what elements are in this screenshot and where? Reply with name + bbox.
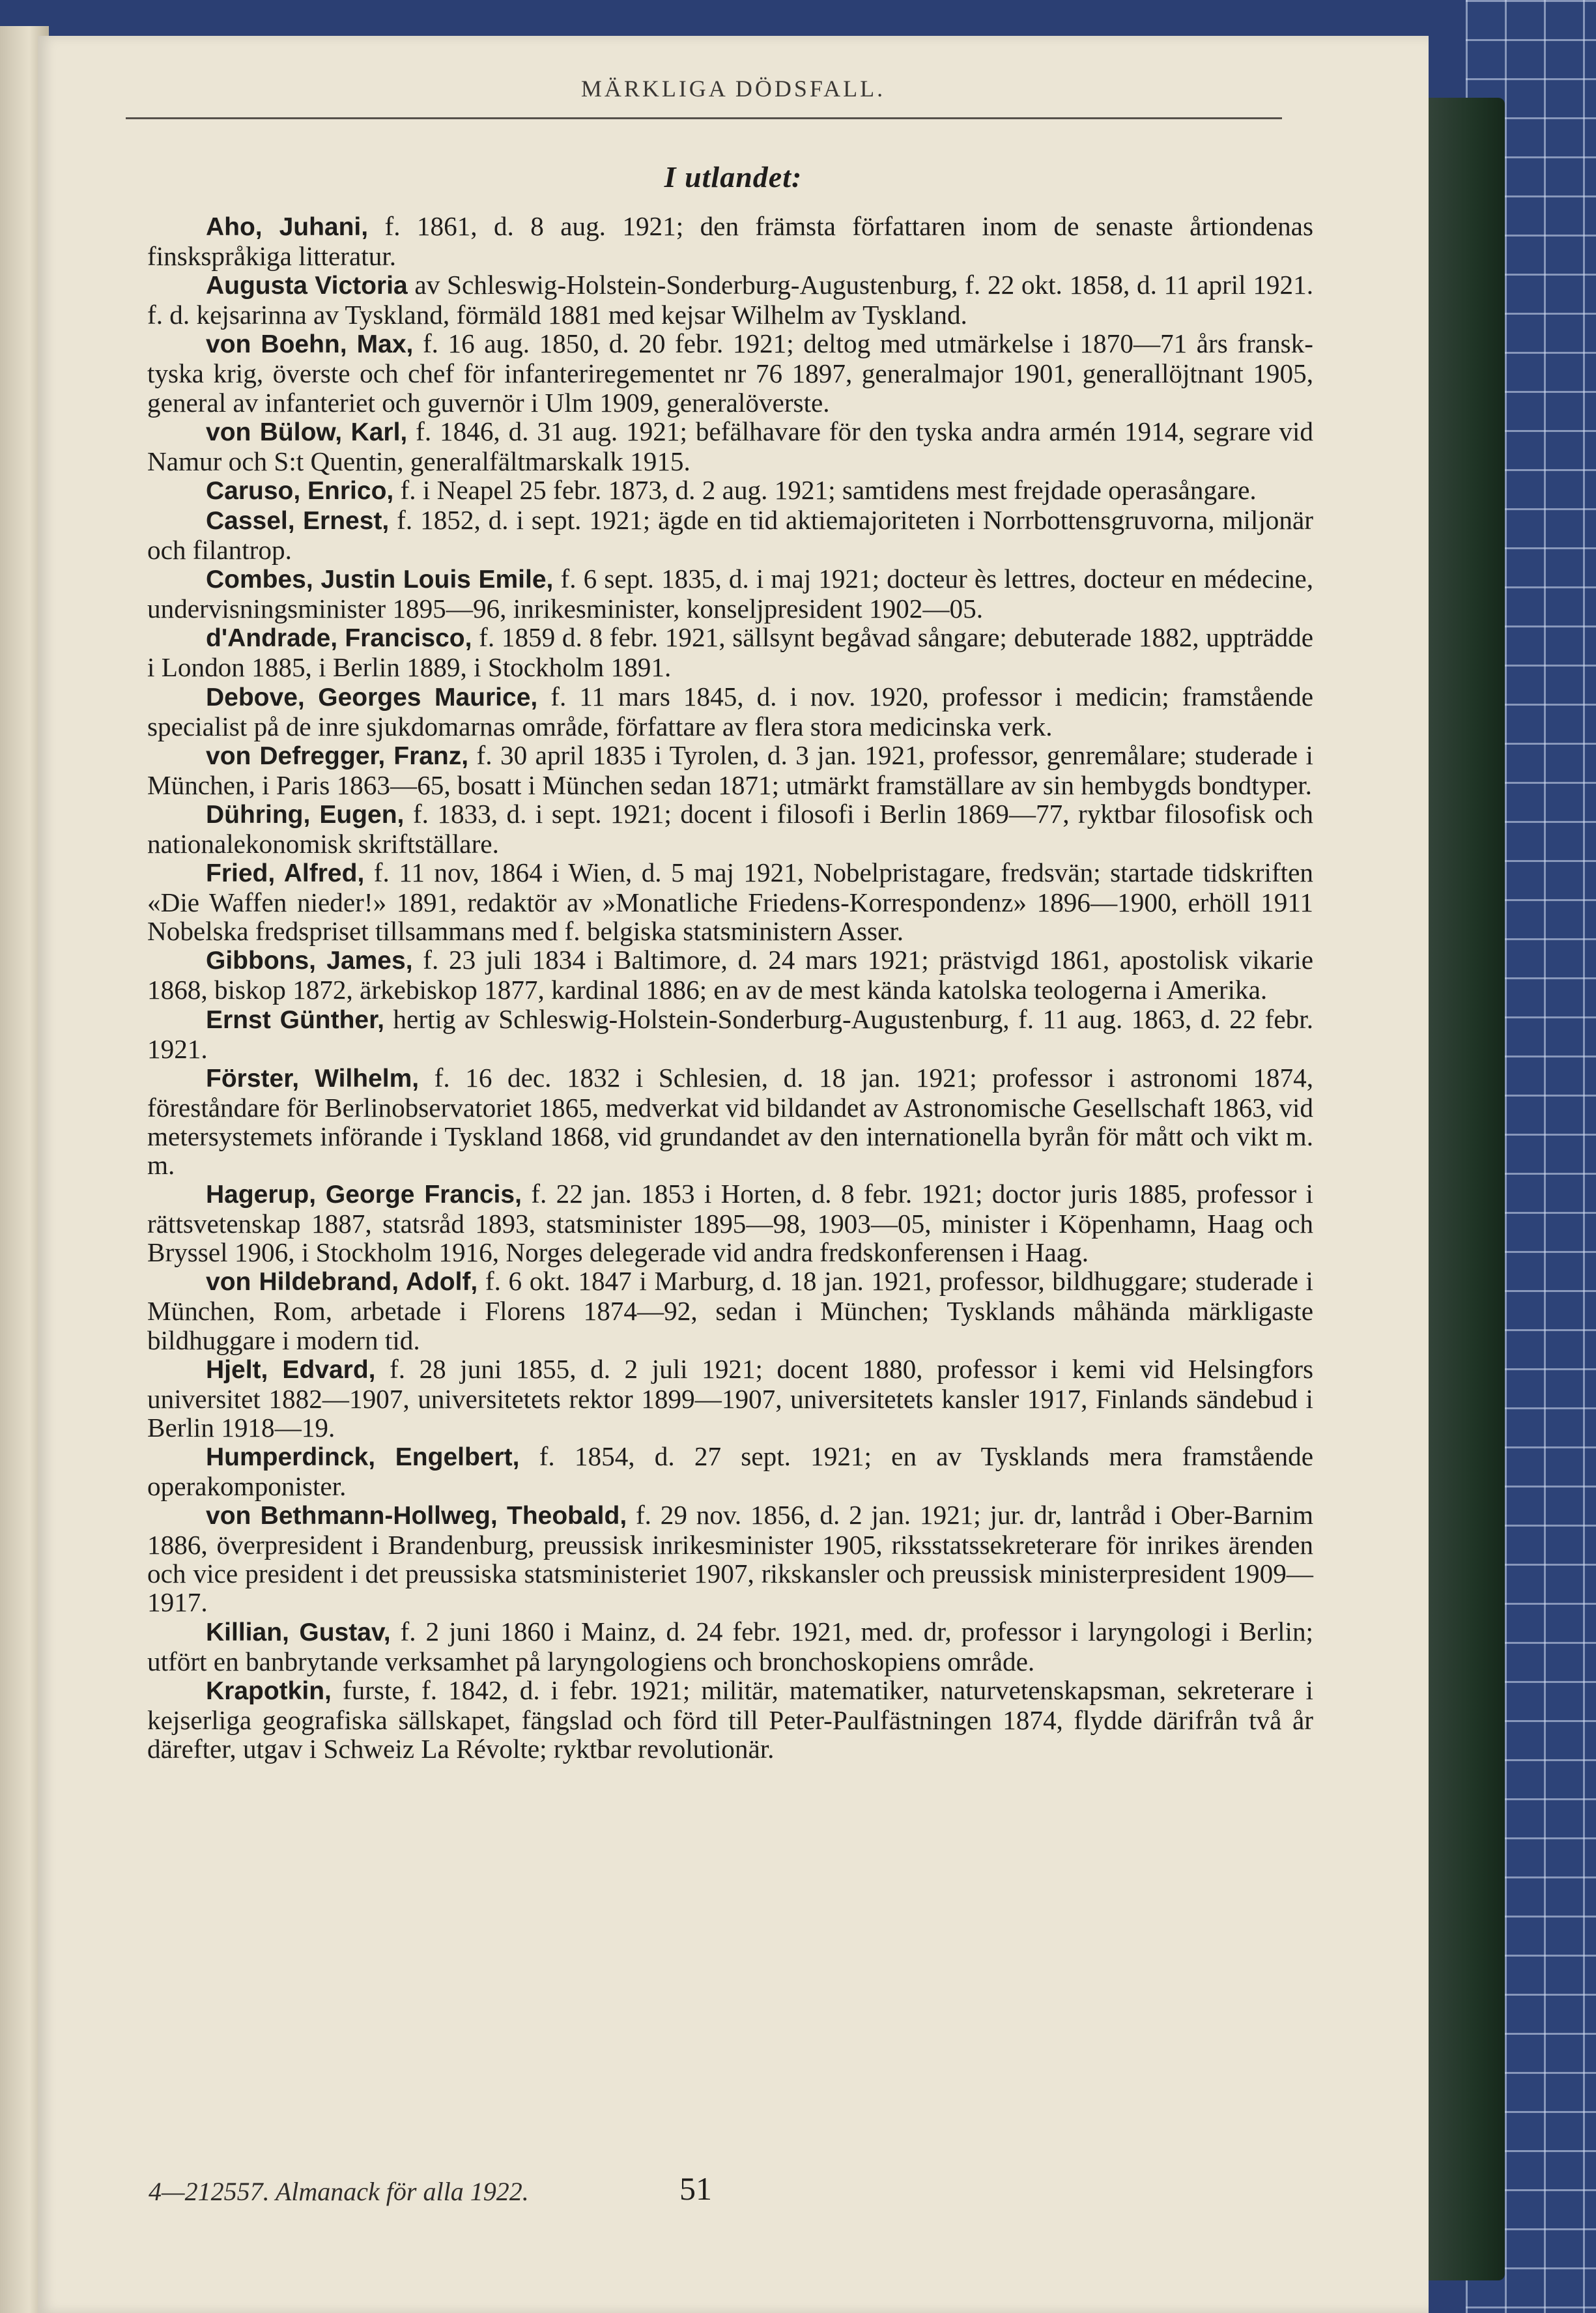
list-item: [147, 1617, 1313, 1676]
header-rule: [126, 117, 1282, 119]
entry-text: f. 11 mars 1845, d. i nov. 1920, professor i medicin; framstående specialist på de inre sjukdomarnas område, författare av flera stora medicinska verk.: [147, 681, 1313, 741]
entry-name: Hagerup, George Francis,: [206, 1181, 522, 1209]
entry-name: Humperdinck, Engelbert,: [206, 1443, 520, 1471]
entry-name: Fried, Alfred,: [206, 859, 365, 888]
entry-text: f. 6 sept. 1835, d. i maj 1921; docteur ès lettres, docteur en médecine, undervisningsminister 1895—96, inrikesminister, konseljpresident 1902—05.: [147, 564, 1314, 624]
entry-text: f. 1846, d. 31 aug. 1921; befälhavare för den tyska andra armén 1914, segrare vid Namur och S:t Quentin, generalfältmarskalk 1915.: [147, 416, 1313, 476]
list-item: [147, 799, 1313, 858]
book-cover: [1427, 98, 1505, 2280]
entry-text: f. 16 aug. 1850, d. 20 febr. 1921; deltog med utmärkelse i 1870—71 års fransk-tyska krig, överste och chef för infanteriregementet nr 76 1897, generalmajor 1901, generallöjtnant 1905, general av infanteriet och guvernör i Ulm 1909, generalöverste.: [147, 328, 1313, 418]
list-item: [147, 212, 1313, 270]
list-item: [147, 1442, 1313, 1501]
entry-name: Caruso, Enrico,: [206, 476, 394, 505]
entry-text: f. 1854, d. 27 sept. 1921; en av Tysklands mera framstående operakomponister.: [147, 1441, 1313, 1502]
list-item: [147, 1501, 1313, 1616]
entry-text: f. 1852, d. i sept. 1921; ägde en tid aktiemajoriteten i Norrbottensgruvorna, miljonär och filantrop.: [147, 504, 1313, 566]
entry-text: f. 6 okt. 1847 i Marburg, d. 18 jan. 1921, professor, bildhuggare; studerade i München, Rom, arbetade i Florens 1874—92, sedan i München; Tysklands måhända märkligaste bildhuggare i modern tid.: [147, 1266, 1313, 1355]
entry-text: f. 1861, d. 8 aug. 1921; den främsta författaren inom de senaste årtiondenas finskspråkiga litteratur.: [147, 211, 1313, 272]
entry-name: Combes, Justin Louis Emile,: [206, 566, 554, 594]
entry-name: von Defregger, Franz,: [206, 741, 469, 770]
list-item: [147, 623, 1313, 682]
entry-name: Killian, Gustav,: [206, 1618, 391, 1646]
list-item: [147, 1267, 1313, 1354]
entry-text: f. 22 jan. 1853 i Horten, d. 8 febr. 1921; doctor juris 1885, professor i rättsvetenskap 1887, statsråd 1893, statsminister 1895—98, 1903—05, minister i Köpenhamn, Haag och Bryssel 1906, i Stockholm 1916, Norges delegerade vid andra fredskonferensen i Haag.: [147, 1179, 1313, 1268]
entry-name: Förster, Wilhelm,: [206, 1064, 420, 1093]
entry-name: Dühring, Eugen,: [206, 800, 405, 829]
entry-text: f. 11 nov, 1864 i Wien, d. 5 maj 1921, Nobelpristagare, fredsvän; startade tidskriften «Die Waffen nieder!» 1891, redaktör av »Monatliche Friedens-Korrespondenz» 1896—1900, erhöll 1911 Nobelska fredspriset tillsammans med f. belgiska statsministern Asser.: [147, 857, 1313, 947]
entry-name: von Bethmann-Hollweg, Theobald,: [206, 1502, 627, 1530]
list-item: [147, 564, 1313, 623]
entry-list: [147, 212, 1313, 1763]
list-item: [147, 1063, 1313, 1179]
entry-name: Ernst Günther,: [206, 1005, 384, 1034]
entry-name: von Hildebrand, Adolf,: [206, 1268, 478, 1297]
entry-name: d'Andrade, Francisco,: [206, 624, 472, 653]
running-head: MÄRKLIGA DÖDSFALL.: [580, 76, 886, 102]
list-item: [147, 329, 1313, 416]
list-item: [147, 270, 1313, 329]
entry-text: furste, f. 1842, d. i febr. 1921; militär, matematiker, naturvetenskapsman, sekreterare i kejserliga geografiska sällskapet, fängslad och förd till Peter-Paulfästningen 1874, flydde därifrån två år därefter, utgav i Schweiz La Révolte; ryktbar revolutionär.: [147, 1674, 1313, 1764]
entry-text: f. 28 juni 1855, d. 2 juli 1921; docent 1880, professor i kemi vid Helsingfors universitet 1882—1907, universitetets rektor 1899—1907, universitetets kansler 1917, Finlands sändebud i Berlin 1918—19.: [147, 1353, 1314, 1443]
entry-text: f. 29 nov. 1856, d. 2 jan. 1921; jur. dr, lantråd i Ober-Barnim 1886, överpresident i Brandenburg, preussisk inrikesminister 1905, riksstatssekreterare för inrikes ärenden och vice president i det preussiska statsministeriet 1907, rikskansler och preussisk ministerpresident 1909—1917.: [147, 1500, 1313, 1618]
entry-name: Gibbons, James,: [206, 947, 413, 975]
entry-name: von Bülow, Karl,: [206, 418, 408, 446]
list-item: [147, 476, 1313, 506]
entry-text: f. 1833, d. i sept. 1921; docent i filosofi i Berlin 1869—77, ryktbar filosofisk och nationalekonomisk skriftställare.: [147, 798, 1313, 859]
list-item: [147, 945, 1313, 1004]
list-item: [147, 1179, 1313, 1267]
list-item: [147, 506, 1313, 564]
list-item: [147, 1676, 1313, 1763]
footer-note: 4—212557. Almanack för alla 1922.: [149, 2177, 529, 2206]
list-item: [147, 417, 1313, 476]
page-number: 51: [679, 2170, 712, 2207]
entry-text: av Schleswig-Holstein-Sonderburg-Augustenburg, f. 22 okt. 1858, d. 11 april 1921. f. d. kejsarinna av Tyskland, förmäld 1881 med kejsar Wilhelm av Tyskland.: [147, 270, 1314, 330]
entry-name: Hjelt, Edvard,: [206, 1355, 376, 1384]
entry-name: Augusta Victoria: [206, 272, 408, 300]
entry-name: Debove, Georges Maurice,: [206, 683, 538, 711]
section-title: I utlandet:: [664, 160, 803, 194]
entry-text: f. i Neapel 25 febr. 1873, d. 2 aug. 1921; samtidens mest frejdade operasångare.: [393, 474, 1257, 505]
entry-name: Aho, Juhani,: [206, 213, 369, 241]
entry-text: f. 30 april 1835 i Tyrolen, d. 3 jan. 1921, professor, genremålare; studerade i München, i Paris 1863—65, bosatt i München sedan 1871; utmärkt framställare av sin hembygds bondtyper.: [147, 740, 1313, 800]
list-item: [147, 682, 1313, 741]
entry-text: f. 1859 d. 8 febr. 1921, sällsynt begåvad sångare; debuterade 1882, uppträdde i London 1885, i Berlin 1889, i Stockholm 1891.: [147, 622, 1313, 683]
entry-name: Krapotkin,: [206, 1676, 332, 1705]
book-page: [38, 36, 1429, 2313]
list-item: [147, 741, 1313, 799]
entry-text: f. 23 juli 1834 i Baltimore, d. 24 mars 1921; prästvigd 1861, apostolisk vikarie 1868, biskop 1872, ärkebiskop 1877, kardinal 1886; en av de mest kända katolska teologerna i Amerika.: [147, 945, 1313, 1005]
list-item: [147, 1355, 1313, 1442]
list-item: [147, 858, 1313, 945]
entry-text: hertig av Schleswig-Holstein-Sonderburg-Augustenburg, f. 11 aug. 1863, d. 22 febr. 1921.: [147, 1003, 1314, 1064]
entry-text: f. 16 dec. 1832 i Schlesien, d. 18 jan. 1921; professor i astronomi 1874, föreståndare för Berlinobservatoriet 1865, medverkat vid bildandet av Astronomische Gesellschaft 1863, vid metersystemets införande i Tyskland 1868, vid grundandet av den internationella byrån för mått och vikt m. m.: [147, 1062, 1314, 1180]
list-item: [147, 1005, 1313, 1063]
entry-name: Cassel, Ernest,: [206, 506, 390, 535]
entry-name: von Boehn, Max,: [206, 330, 414, 359]
entry-text: f. 2 juni 1860 i Mainz, d. 24 febr. 1921, med. dr, professor i laryngologi i Berlin; utfört en banbrytande verksamhet på laryngologiens och bronchoskopiens område.: [147, 1616, 1313, 1676]
